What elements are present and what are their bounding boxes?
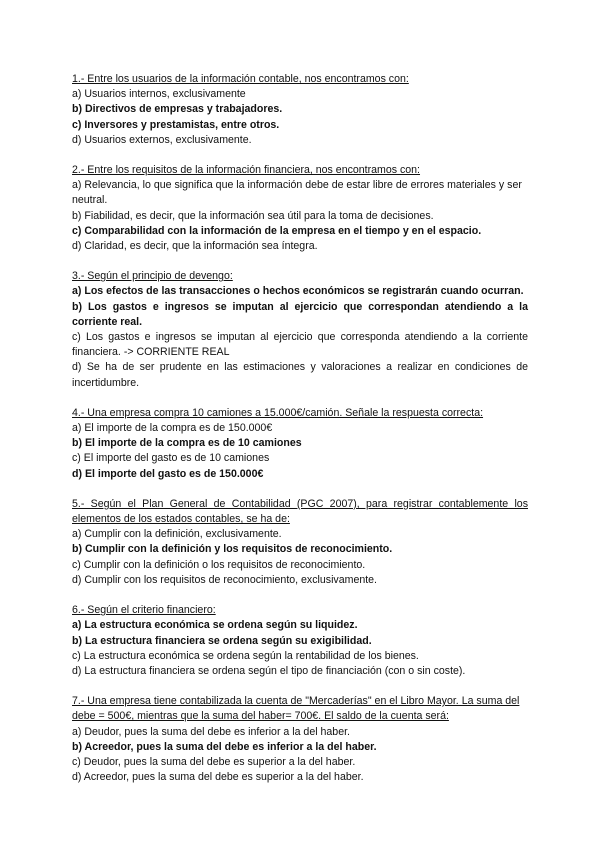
answer-option: d) Acreedor, pues la suma del debe es superior a la del haber.	[72, 771, 364, 784]
answer-option: d) Se ha de ser prudente en las estimaciones y valoraciones a realizar en condiciones de incertidumbre.	[72, 361, 528, 389]
answer-option: d) La estructura financiera se ordena según el tipo de financiación (con o sin coste).	[72, 664, 466, 677]
answer-option: b) Acreedor, pues la suma del debe es inferior a la del haber.	[72, 740, 377, 753]
question-block	[72, 694, 528, 785]
answer-option: c) El importe del gasto es de 10 camiones	[72, 452, 270, 465]
answer-option: a) Deudor, pues la suma del debe es inferior a la del haber.	[72, 725, 350, 738]
question-title: 5.- Según el Plan General de Contabilidad (PGC 2007), para registrar contablemente los elementos de los estados contables, se ha de:	[72, 497, 528, 526]
answer-option: d) Cumplir con los requisitos de reconocimiento, exclusivamente.	[72, 573, 377, 586]
answer-option: b) Directivos de empresas y trabajadores.	[72, 103, 283, 116]
question-title: 3.- Según el principio de devengo:	[72, 270, 233, 283]
question-title: 7.- Una empresa tiene contabilizada la cuenta de "Mercaderías" en el Libro Mayor. La suma del debe = 500€, mientras que la suma del haber= 700€. El saldo de la cuenta será:	[72, 695, 520, 723]
question-block	[72, 269, 528, 391]
answer-option: b) El importe de la compra es de 10 camiones	[72, 437, 302, 450]
answer-option: c) La estructura económica se ordena según la rentabilidad de los bienes.	[72, 649, 419, 662]
answer-option: b) Cumplir con la definición y los requisitos de reconocimiento.	[72, 543, 393, 556]
answer-option: a) Cumplir con la definición, exclusivamente.	[72, 528, 282, 541]
question-block	[72, 406, 528, 482]
answer-option: c) Deudor, pues la suma del debe es superior a la del haber.	[72, 755, 356, 768]
answer-option: a) Relevancia, lo que significa que la información debe de estar libre de errores materiales y ser neutral.	[72, 179, 522, 207]
answer-option: d) Usuarios externos, exclusivamente.	[72, 133, 252, 146]
answer-option: b) Fiabilidad, es decir, que la información sea útil para la toma de decisiones.	[72, 209, 434, 222]
question-block	[72, 497, 528, 588]
answer-option: b) Los gastos e ingresos se imputan al ejercicio que correspondan atendiendo a la corriente real.	[72, 300, 528, 328]
answer-option: b) La estructura financiera se ordena según su exigibilidad.	[72, 634, 372, 647]
answer-option: c) Comparabilidad con la información de la empresa en el tiempo y en el espacio.	[72, 224, 482, 237]
answer-option: a) La estructura económica se ordena según su liquidez.	[72, 619, 358, 632]
question-block	[72, 603, 528, 679]
question-title: 4.- Una empresa compra 10 camiones a 15.000€/camión. Señale la respuesta correcta:	[72, 406, 484, 419]
question-title: 2.- Entre los requisitos de la información financiera, nos encontramos con:	[72, 164, 421, 177]
answer-option: c) Los gastos e ingresos se imputan al ejercicio que corresponda atendiendo a la corriente financiera. -> CORRIENTE REAL	[72, 331, 528, 359]
question-title: 6.- Según el criterio financiero:	[72, 604, 216, 617]
answer-option: a) Los efectos de las transacciones o hechos económicos se registrarán cuando ocurran.	[72, 285, 524, 298]
answer-option: c) Cumplir con la definición o los requisitos de reconocimiento.	[72, 558, 366, 571]
document-body	[72, 72, 528, 800]
question-title: 1.- Entre los usuarios de la información contable, nos encontramos con:	[72, 73, 409, 85]
question-block	[72, 163, 528, 254]
answer-option: d) El importe del gasto es de 150.000€	[72, 467, 264, 480]
answer-option: a) Usuarios internos, exclusivamente	[72, 88, 246, 101]
answer-option: c) Inversores y prestamistas, entre otros.	[72, 118, 280, 131]
question-block	[72, 72, 528, 148]
answer-option: d) Claridad, es decir, que la información sea íntegra.	[72, 240, 318, 253]
answer-option: a) El importe de la compra es de 150.000€	[72, 422, 273, 435]
